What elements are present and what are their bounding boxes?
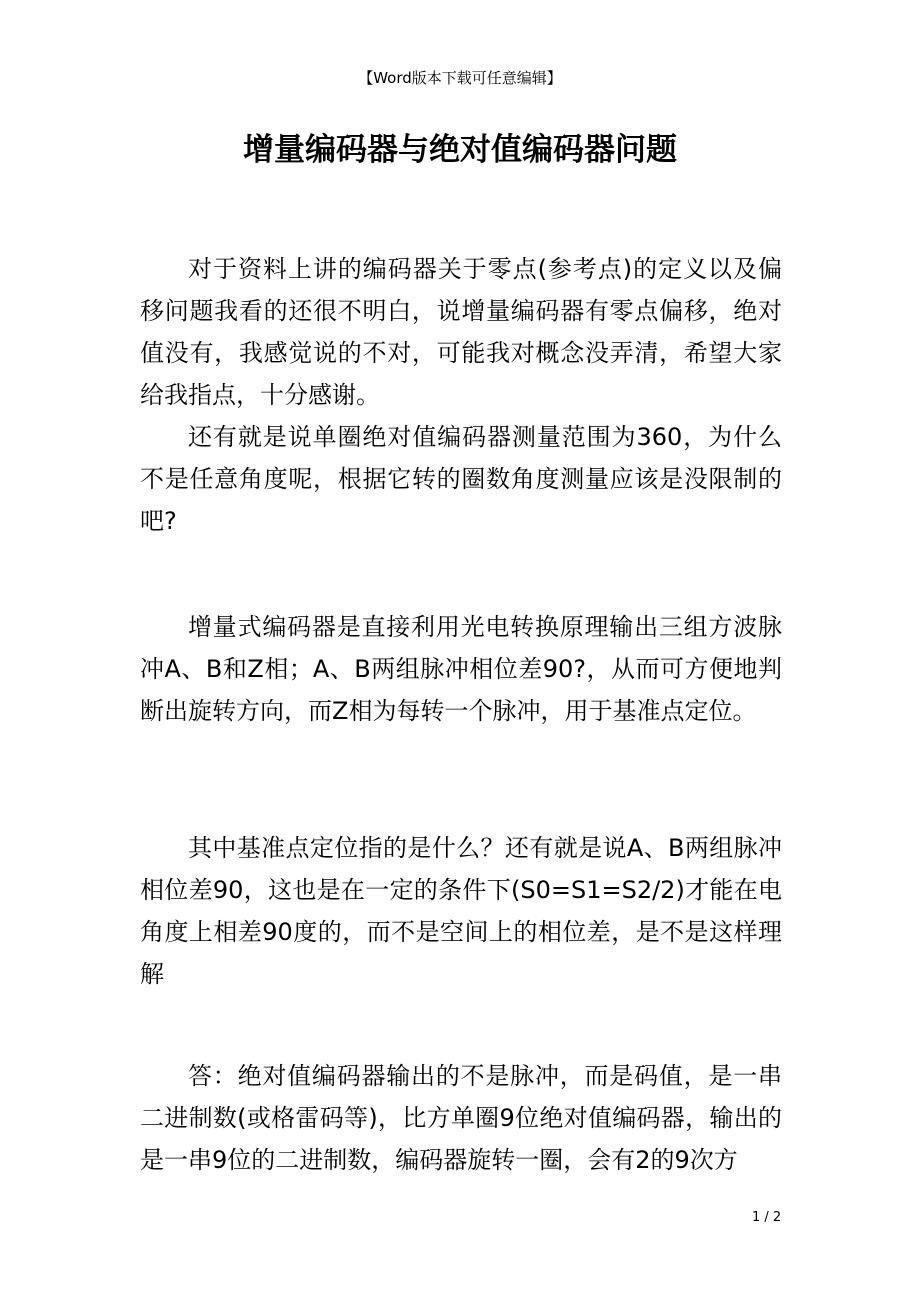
page-title: 增量编码器与绝对值编码器问题 [243, 132, 677, 168]
download-note: 【Word版本下载可任意编辑】 [358, 69, 562, 87]
paragraph-answer: 答：绝对值编码器输出的不是脉冲，而是码值，是一串二进制数(或格雷码等)，比方单圈9位绝对值编码器，输出的是一串9位的二进制数，编码器旋转一圈，会有2的9次方 [140, 1062, 782, 1174]
paragraph-incremental-encoder: 增量式编码器是直接利用光电转换原理输出三组方波脉冲A、B和Z相；A、B两组脉冲相位差90?，从而可方便地判断出旋转方向，而Z相为每转一个脉冲，用于基准点定位。 [140, 613, 782, 725]
paragraph-question-reference: 其中基准点定位指的是什么？还有就是说A、B两组脉冲相位差90，这也是在一定的条件下(S0=S1=S2/2)才能在电角度上相差90度的，而不是空间上的相位差，是不是这样理解 [140, 834, 782, 988]
paragraph-question-zero-point: 对于资料上讲的编码器关于零点(参考点)的定义以及偏移问题我看的还很不明白，说增量编码器有零点偏移，绝对值没有，我感觉说的不对，可能我对概念没弄清，希望大家给我指点，十分感谢。 [140, 255, 782, 409]
paragraph-question-range: 还有就是说单圈绝对值编码器测量范围为360，为什么不是任意角度呢，根据它转的圈数角度测量应该是没限制的吧? [140, 423, 782, 535]
page-number: 1 / 2 [752, 1210, 782, 1225]
